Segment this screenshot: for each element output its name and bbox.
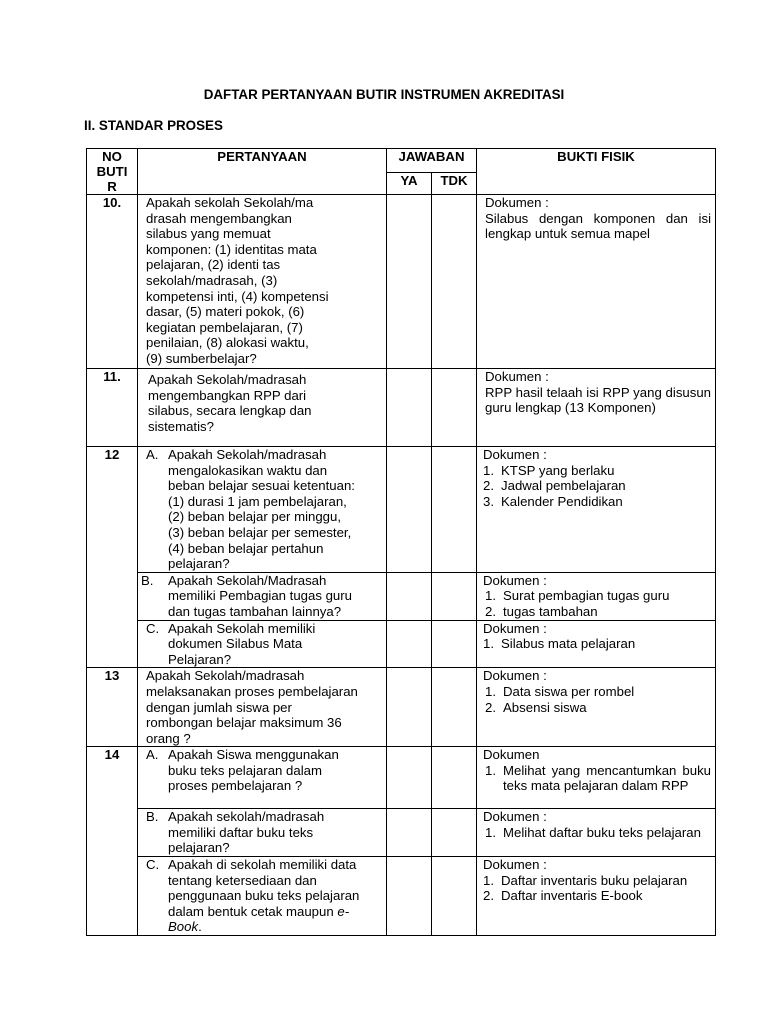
item-number: 1. <box>485 588 497 604</box>
evidence-label: Dokumen : <box>483 620 547 636</box>
answer-ya-cell[interactable] <box>387 668 432 747</box>
answer-tdk-cell[interactable] <box>432 195 477 369</box>
list-item <box>483 888 711 904</box>
row-number: 10. <box>87 195 138 369</box>
sub-question-b <box>141 573 382 589</box>
question-line: tentang ketersediaan dan <box>168 872 317 888</box>
item-number: 1. <box>483 636 495 652</box>
table-row <box>87 747 716 809</box>
sub-question-c <box>146 857 382 873</box>
item-text: Silabus mata pelajaran <box>501 636 636 652</box>
answer-ya-cell[interactable] <box>387 447 432 573</box>
section-heading: II. STANDAR PROSES <box>84 118 223 133</box>
item-number: 2. <box>485 699 497 715</box>
table-row <box>87 572 716 620</box>
header-jawaban: JAWABAN <box>387 149 477 173</box>
header-no-line: BUTI <box>96 164 128 179</box>
instrument-table <box>86 148 716 936</box>
list-item <box>485 684 711 700</box>
header-bukti: BUKTI FISIK <box>477 149 716 195</box>
answer-tdk-cell[interactable] <box>432 809 477 857</box>
question-line: Apakah Siswa menggunakan <box>168 747 339 763</box>
question-line: pelajaran? <box>168 840 230 856</box>
item-text: tugas tambahan <box>503 603 598 619</box>
item-text: Kalender Pendidikan <box>501 493 623 509</box>
evidence-cell <box>477 369 716 447</box>
evidence-cell <box>477 195 716 369</box>
item-text: Daftar inventaris buku pelajaran <box>501 872 688 888</box>
header-no-line: R <box>107 179 117 194</box>
list-item <box>485 604 711 620</box>
question-line: komponen: (1) identitas mata <box>146 241 317 257</box>
question-line: dengan jumlah siswa per <box>146 699 292 715</box>
question-line: Apakah Sekolah memiliki <box>168 620 316 636</box>
item-text: Jadwal pembelajaran <box>501 478 626 494</box>
evidence-label: Dokumen : <box>485 369 549 384</box>
list-item <box>483 463 711 479</box>
question-line: Apakah Sekolah/madrasah <box>146 668 305 684</box>
answer-ya-cell[interactable] <box>387 195 432 369</box>
evidence-cell <box>477 572 716 620</box>
sub-letter: B. <box>141 572 154 588</box>
evidence-list <box>483 873 711 904</box>
evidence-label: Dokumen : <box>483 447 547 462</box>
question-line: mengalokasikan waktu dan <box>168 462 328 478</box>
answer-tdk-cell[interactable] <box>432 572 477 620</box>
sub-letter: B. <box>146 809 159 825</box>
item-number: 1. <box>485 683 497 699</box>
sub-question-b <box>146 809 382 825</box>
header-tdk: TDK <box>432 173 477 195</box>
evidence-list <box>483 825 711 841</box>
sub-letter: A. <box>146 747 159 763</box>
answer-tdk-cell[interactable] <box>432 668 477 747</box>
question-line: Apakah sekolah Sekolah/ma <box>146 195 314 210</box>
question-line: (1) durasi 1 jam pembelajaran, <box>168 493 347 509</box>
table-row <box>87 620 716 668</box>
question-cell <box>138 809 387 857</box>
item-number: 2. <box>483 888 495 904</box>
question-line: Apakah Sekolah/madrasah <box>168 447 327 462</box>
item-number: 2. <box>483 478 495 494</box>
sub-letter: C. <box>146 620 160 636</box>
item-text: Surat pembagian tugas guru <box>503 588 670 604</box>
header-ya: YA <box>387 173 432 195</box>
question-cell <box>138 369 387 447</box>
evidence-cell <box>477 857 716 936</box>
item-number: 1. <box>483 462 495 478</box>
table-row <box>87 369 716 447</box>
evidence-cell <box>477 668 716 747</box>
answer-ya-cell[interactable] <box>387 572 432 620</box>
row-number: 12 <box>87 447 138 668</box>
answer-tdk-cell[interactable] <box>432 447 477 573</box>
answer-ya-cell[interactable] <box>387 369 432 447</box>
question-line: sistematis? <box>148 418 214 434</box>
evidence-list <box>483 588 711 619</box>
item-number: 3. <box>483 493 495 509</box>
list-item <box>483 636 711 652</box>
evidence-list <box>483 763 711 794</box>
list-item <box>483 873 711 889</box>
item-number: 1. <box>485 762 497 778</box>
item-number: 1. <box>485 824 497 840</box>
sub-question-c <box>146 621 382 637</box>
question-line: pelajaran, (2) identi tas <box>146 257 281 273</box>
question-line: (3) beban belajar per semester, <box>168 524 352 540</box>
header-pertanyaan: PERTANYAAN <box>138 149 387 195</box>
list-item <box>483 494 711 510</box>
evidence-cell <box>477 809 716 857</box>
question-line: Pelajaran? <box>168 651 232 667</box>
answer-ya-cell[interactable] <box>387 747 432 809</box>
evidence-label: Dokumen : <box>483 668 547 684</box>
list-item <box>485 700 711 716</box>
question-line: Apakah sekolah/madrasah <box>168 809 325 825</box>
question-line: silabus yang memuat <box>146 226 271 242</box>
sub-question-a <box>146 747 382 763</box>
evidence-text: RPP hasil telaah isi RPP yang disusun guru lengkap (13 Komponen) <box>485 384 712 416</box>
row-number: 13 <box>87 668 138 747</box>
question-cell <box>138 620 387 668</box>
evidence-label: Dokumen : <box>483 857 547 873</box>
evidence-cell <box>477 447 716 573</box>
question-line: beban belajar sesuai ketentuan: <box>168 478 355 494</box>
sub-letter: A. <box>146 447 159 462</box>
row-number: 11. <box>87 369 138 447</box>
list-item <box>483 478 711 494</box>
answer-ya-cell[interactable] <box>387 809 432 857</box>
row-number: 14 <box>87 747 138 936</box>
question-line: kegiatan pembelajaran, (7) <box>146 319 303 335</box>
table-row <box>87 857 716 936</box>
table-header-row <box>87 149 716 173</box>
question-cell <box>138 747 387 809</box>
item-text: Melihat yang mencantumkan buku teks mata pelajaran dalam RPP <box>503 762 712 794</box>
question-line: (9) sumberbelajar? <box>146 350 257 366</box>
question-line: sekolah/madrasah, (3) <box>146 272 278 288</box>
item-text: Absensi siswa <box>503 699 587 715</box>
header-no <box>87 149 138 195</box>
question-line: dasar, (5) materi pokok, (6) <box>146 304 305 320</box>
item-text: Data siswa per rombel <box>503 683 635 699</box>
punctuation: . <box>198 919 202 935</box>
item-text: Daftar inventaris E-book <box>501 888 643 904</box>
question-line: buku teks pelajaran dalam <box>168 762 322 778</box>
item-number: 1. <box>483 872 495 888</box>
item-number: 2. <box>485 603 497 619</box>
question-line: silabus, secara lengkap dan <box>148 403 312 419</box>
question-line: dokumen Silabus Mata <box>168 636 303 652</box>
evidence-list <box>483 684 711 715</box>
answer-tdk-cell[interactable] <box>432 747 477 809</box>
question-line: penggunaan buku teks pelajaran <box>168 888 360 904</box>
list-item <box>485 588 711 604</box>
answer-ya-cell[interactable] <box>387 620 432 668</box>
table-row <box>87 195 716 369</box>
question-line: orang ? <box>146 730 191 746</box>
question-line: memiliki daftar buku teks <box>168 824 314 840</box>
question-line: penilaian, (8) alokasi waktu, <box>146 335 309 351</box>
question-cell <box>138 572 387 620</box>
question-line: drasah mengembangkan <box>146 210 292 226</box>
answer-tdk-cell[interactable] <box>432 857 477 936</box>
question-line: memiliki Pembagian tugas guru <box>168 588 352 604</box>
evidence-text: Silabus dengan komponen dan isi lengkap untuk semua mapel <box>485 210 712 242</box>
item-text: Melihat daftar buku teks pelajaran <box>503 824 701 840</box>
evidence-cell <box>477 620 716 668</box>
question-line <box>146 919 382 935</box>
list-item <box>485 763 711 794</box>
question-cell <box>138 668 387 747</box>
sub-letter: C. <box>146 857 160 873</box>
question-line: pelajaran? <box>168 556 230 572</box>
header-no-line: NO <box>102 149 122 164</box>
question-line: Apakah Sekolah/Madrasah <box>168 572 327 588</box>
question-line: proses pembelajaran ? <box>168 778 303 794</box>
answer-tdk-cell[interactable] <box>432 620 477 668</box>
answer-ya-cell[interactable] <box>387 857 432 936</box>
table-row <box>87 447 716 573</box>
evidence-cell <box>477 747 716 809</box>
evidence-list <box>483 636 711 652</box>
question-line: Apakah Sekolah/madrasah <box>148 372 307 387</box>
question-line: mengembangkan RPP dari <box>148 387 307 403</box>
evidence-label: Dokumen : <box>483 809 547 825</box>
italic-text: e- <box>337 903 350 919</box>
evidence-list <box>483 463 711 510</box>
evidence-label: Dokumen : <box>485 195 549 210</box>
table-row <box>87 809 716 857</box>
question-line: Apakah di sekolah memiliki data <box>168 857 357 873</box>
table-row <box>87 668 716 747</box>
question-line: (2) beban belajar per minggu, <box>168 509 342 525</box>
question-cell <box>138 857 387 936</box>
question-line: dan tugas tambahan lainnya? <box>168 603 342 619</box>
item-text: KTSP yang berlaku <box>501 462 615 478</box>
question-line: kompetensi inti, (4) kompetensi <box>146 288 329 304</box>
list-item <box>485 825 711 841</box>
document-title: DAFTAR PERTANYAAN BUTIR INSTRUMEN AKREDITASI <box>203 87 565 102</box>
evidence-label: Dokumen <box>483 747 540 763</box>
question-cell <box>138 195 387 369</box>
evidence-label: Dokumen : <box>483 572 547 588</box>
italic-text: Book <box>168 919 199 935</box>
sub-question-a <box>146 447 382 463</box>
answer-tdk-cell[interactable] <box>432 369 477 447</box>
question-line: melaksanakan proses pembelajaran <box>146 683 358 699</box>
question-line: (4) beban belajar pertahun <box>168 540 324 556</box>
question-cell <box>138 447 387 573</box>
question-line <box>146 904 382 920</box>
question-line-text: dalam bentuk cetak maupun <box>168 903 334 919</box>
question-line: rombongan belajar maksimum 36 <box>146 715 342 731</box>
